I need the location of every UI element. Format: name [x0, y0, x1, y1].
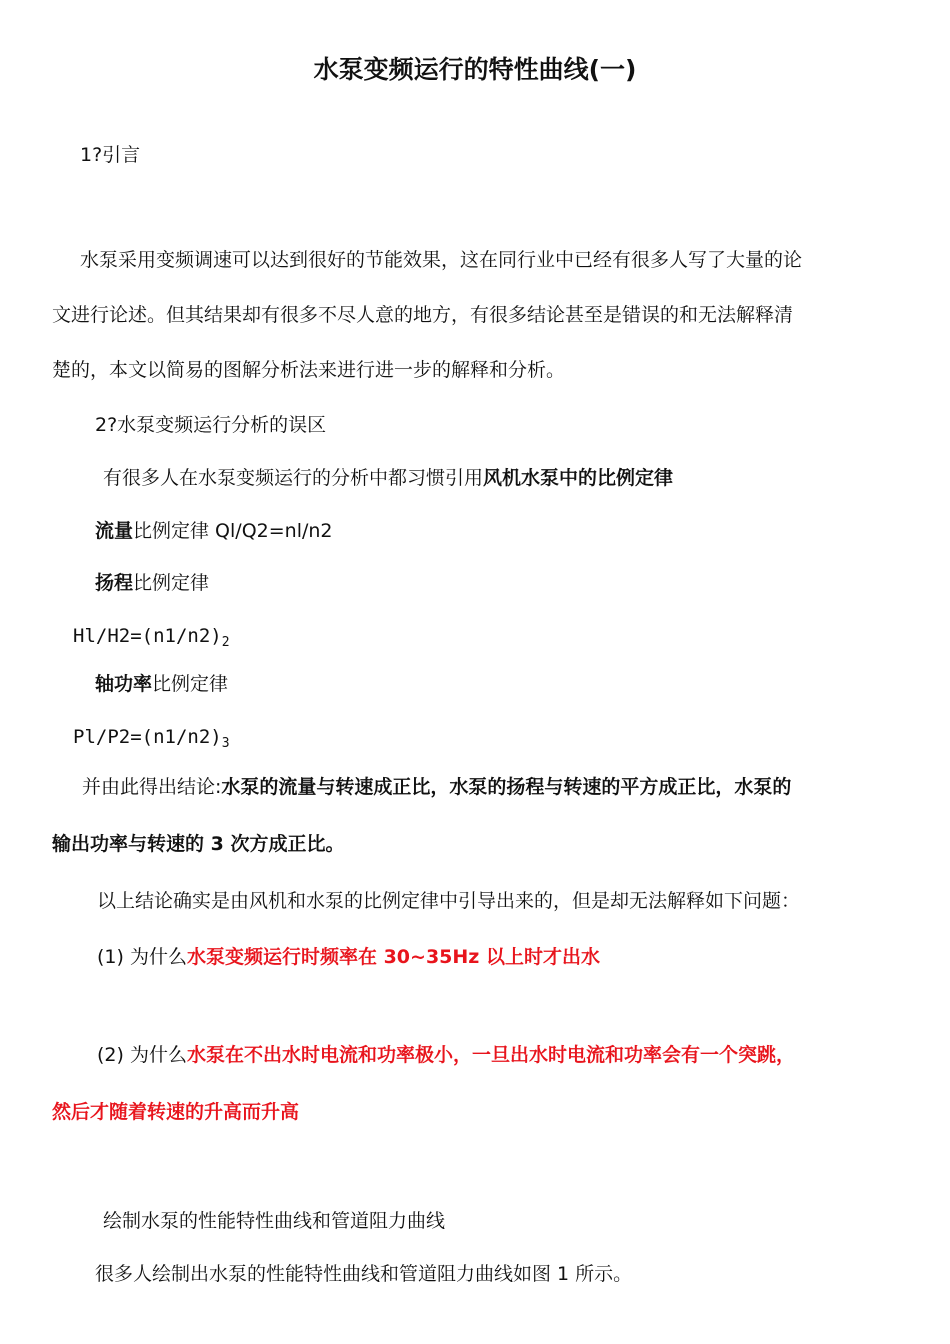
question-highlight: 然后才随着转速的升高而升高: [52, 1101, 300, 1123]
paragraph-line: 文进行论述。但其结果却有很多不尽人意的地方，有很多结论甚至是错误的和无法解释清: [52, 304, 794, 326]
paragraph-line: 很多人绘制出水泵的性能特性曲线和管道阻力曲线如图 1 所示。: [95, 1263, 633, 1285]
question-prefix: (2) 为什么: [97, 1044, 187, 1066]
law-text: 比例定律: [133, 572, 210, 594]
power-law-line: [95, 670, 228, 698]
paragraph-line: [103, 464, 673, 492]
bold-term: 风机水泵中的比例定律: [483, 467, 674, 489]
paragraph-line: 水泵采用变频调速可以达到很好的节能效果，这在同行业中已经有很多人写了大量的论: [80, 249, 803, 271]
section-heading-misconceptions: 2?水泵变频运行分析的误区: [95, 414, 327, 436]
question-highlight: 水泵变频运行时频率在 30~35Hz 以上时才出水: [186, 946, 600, 968]
head-law-line: [95, 569, 209, 597]
question-prefix: (1) 为什么: [97, 946, 187, 968]
conclusion-line: 输出功率与转速的 3 次方成正比。: [52, 833, 345, 855]
head-formula: [73, 622, 230, 657]
law-text: 比例定律: [152, 673, 229, 695]
question-2: [97, 1041, 795, 1069]
bold-term: 扬程: [95, 572, 134, 594]
question-1: [97, 943, 600, 971]
conclusion-line: [82, 773, 791, 801]
formula-exponent: 3: [221, 736, 230, 751]
flow-law-line: [95, 517, 333, 545]
section-heading-introduction: 1?引言: [80, 144, 141, 166]
conclusion-bold: 水泵的流量与转速成正比，水泵的扬程与转速的平方成正比，水泵的: [221, 776, 792, 798]
paragraph-line: 绘制水泵的性能特性曲线和管道阻力曲线: [103, 1210, 446, 1232]
paragraph-line: 以上结论确实是由风机和水泵的比例定律中引导出来的，但是却无法解释如下问题：: [97, 890, 801, 912]
formula-text: Hl/H2=(n1/n2): [73, 625, 222, 647]
formula-text: Pl/P2=(n1/n2): [73, 726, 222, 748]
formula-exponent: 2: [221, 635, 230, 650]
paragraph-line: 楚的，本文以简易的图解分析法来进行进一步的解释和分析。: [52, 359, 566, 381]
conclusion-prefix: 并由此得出结论:: [82, 776, 222, 798]
paragraph-text: 有很多人在水泵变频运行的分析中都习惯引用: [103, 467, 484, 489]
document-title: 水泵变频运行的特性曲线(一): [313, 55, 637, 84]
bold-term: 流量: [95, 520, 134, 542]
question-highlight: 水泵在不出水时电流和功率极小，一旦出水时电流和功率会有一个突跳，: [186, 1044, 795, 1066]
bold-term: 轴功率: [95, 673, 153, 695]
power-formula: [73, 723, 230, 758]
law-text: 比例定律 Ql/Q2=nl/n2: [133, 520, 333, 542]
